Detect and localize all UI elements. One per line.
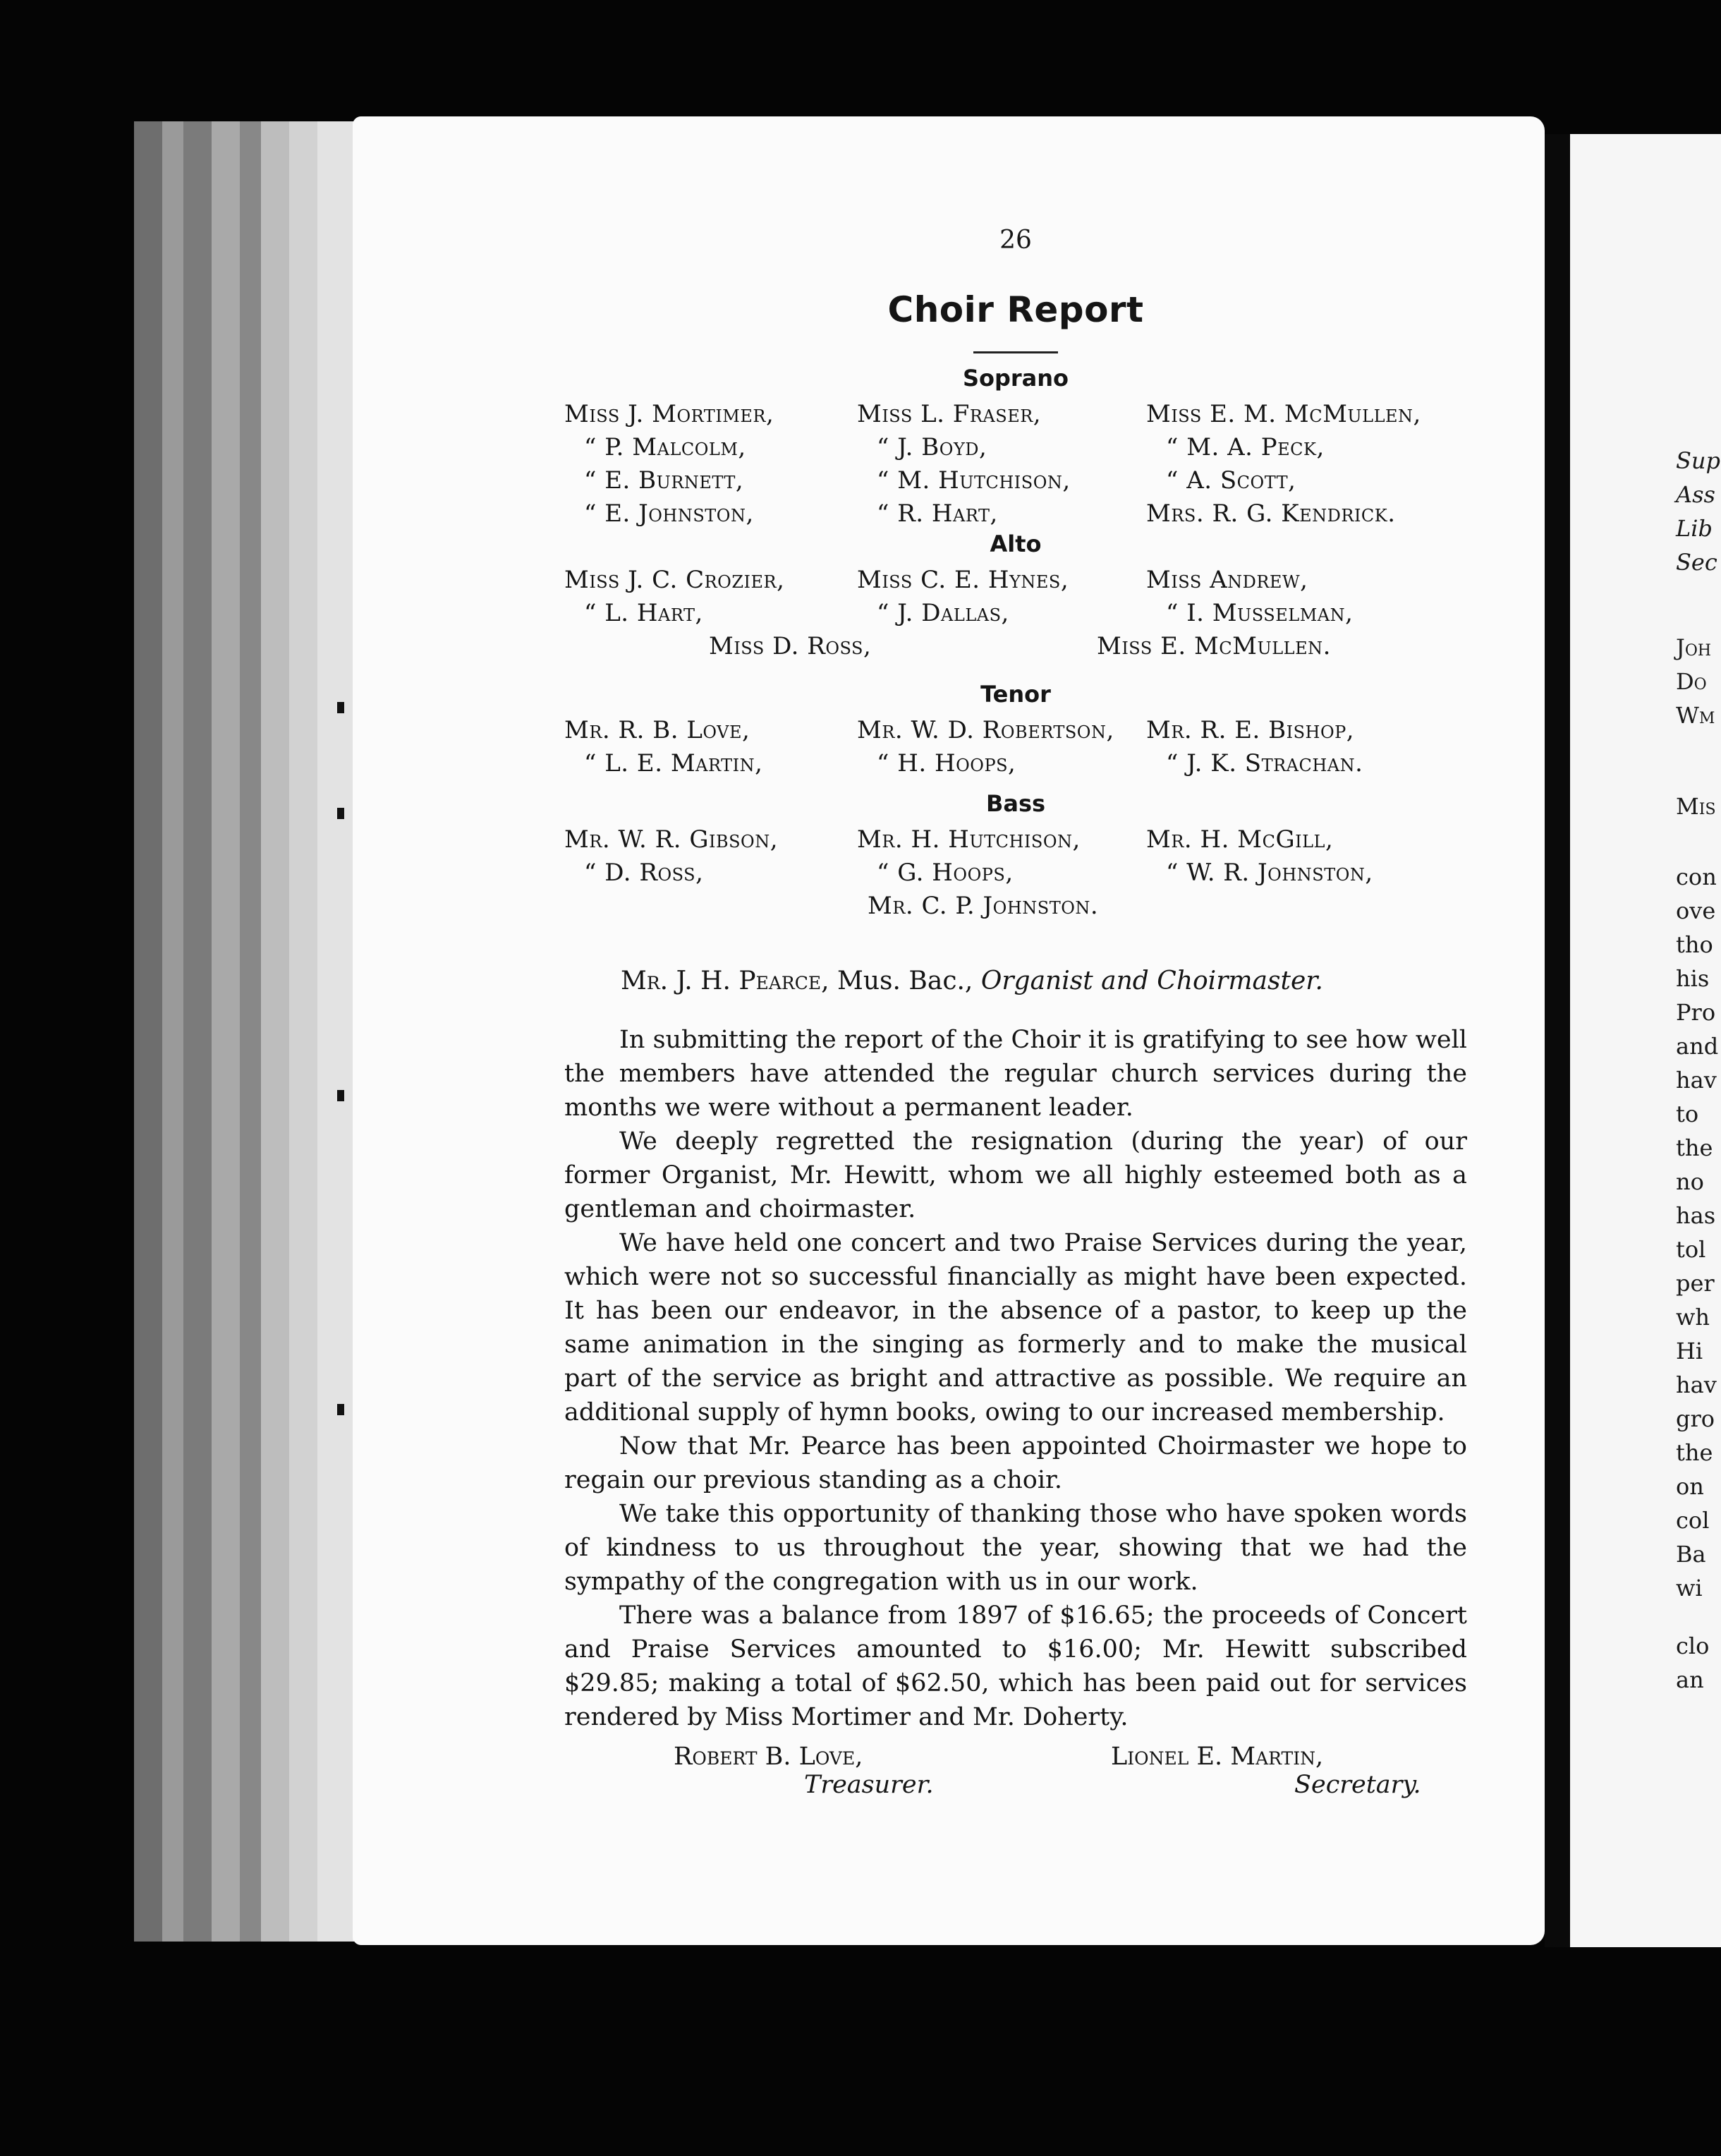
- facing-page: [1570, 134, 1721, 1947]
- facing-italic-fragment: Lib: [1676, 515, 1713, 542]
- member-name: “ G. Hoops,: [877, 859, 1014, 887]
- member-name: “ L. Hart,: [584, 599, 703, 627]
- signature-secretary: [1111, 1743, 1421, 1799]
- member-name: “ A. Scott,: [1166, 466, 1296, 495]
- facing-text-fragment: hav: [1676, 1371, 1717, 1398]
- section-heading-tenor: Tenor: [980, 681, 1051, 708]
- book-gutter: [1545, 134, 1570, 1947]
- member-name: “ M. A. Peck,: [1166, 433, 1325, 461]
- facing-text-fragment: the: [1676, 1134, 1713, 1161]
- member-name: Miss J. Mortimer,: [564, 400, 774, 428]
- signature-name: Robert B. Love,: [674, 1743, 863, 1771]
- member-name: Mrs. R. G. Kendrick.: [1146, 499, 1396, 528]
- member-name: “ W. R. Johnston,: [1166, 859, 1373, 887]
- organist-line: [621, 967, 1323, 995]
- report-paragraph: In submitting the report of the Choir it is gratifying to see how well the members have attended the regular church services during the months we were without a permanent leader.: [564, 1026, 1467, 1122]
- report-paragraph: We deeply regretted the resignation (during the year) of our former Organist, Mr. Hewitt, whom we all highly esteemed both as a gentleman and choirmaster.: [564, 1127, 1467, 1223]
- section-heading-bass: Bass: [985, 790, 1046, 817]
- title-rule: [973, 351, 1058, 353]
- section-heading-soprano: Soprano: [962, 365, 1069, 392]
- member-name: Mr. C. P. Johnston.: [868, 892, 1099, 920]
- member-name: Mr. R. B. Love,: [564, 716, 750, 744]
- facing-text-fragment: hav: [1676, 1067, 1717, 1094]
- binding-mark: [337, 808, 344, 819]
- facing-text-fragment: an: [1676, 1666, 1704, 1693]
- member-name: Mr. R. E. Bishop,: [1146, 716, 1355, 744]
- member-name: “ L. E. Martin,: [584, 749, 763, 777]
- facing-name-fragment: Do: [1676, 668, 1707, 695]
- member-name: Mr. W. D. Robertson,: [857, 716, 1114, 744]
- report-paragraph: We have held one concert and two Praise Services during the year, which were not so successful financially as might have been expected. It has been our endeavor, in the absence of a pastor, to keep up the same animation in the singing as formerly and to make the musical part of the service as bright and attractive as possible. We require an additional supply of hymn books, owing to our increased membership.: [564, 1229, 1467, 1427]
- member-name: Miss E. McMullen.: [1097, 632, 1331, 660]
- signature-name: Lionel E. Martin,: [1111, 1743, 1324, 1771]
- member-name: “ H. Hoops,: [877, 749, 1016, 777]
- member-name: “ M. Hutchison,: [877, 466, 1071, 495]
- report-title: Choir Report: [887, 289, 1144, 330]
- member-name: Miss J. C. Crozier,: [564, 566, 785, 594]
- member-name: “ R. Hart,: [877, 499, 998, 528]
- organist-name: Mr. J. H. Pearce: [621, 967, 822, 995]
- page-stack: [134, 121, 374, 1942]
- facing-name-fragment: Wm: [1676, 702, 1715, 729]
- facing-text-fragment: wi: [1676, 1575, 1703, 1601]
- facing-italic-fragment: Sec: [1676, 549, 1717, 576]
- facing-text-fragment: clo: [1676, 1633, 1710, 1659]
- facing-italic-fragment: Ass: [1676, 481, 1715, 508]
- binding-mark: [337, 702, 344, 713]
- section-heading-alto: Alto: [990, 531, 1042, 557]
- facing-text-fragment: the: [1676, 1439, 1713, 1466]
- report-body: [564, 1023, 1467, 1734]
- facing-text-fragment: ove: [1676, 897, 1716, 924]
- facing-text-fragment: tol: [1676, 1236, 1706, 1263]
- member-name: “ J. Dallas,: [877, 599, 1009, 627]
- facing-italic-fragment: Sup: [1676, 447, 1721, 474]
- member-name: “ I. Musselman,: [1166, 599, 1354, 627]
- member-name: “ D. Ross,: [584, 859, 704, 887]
- facing-text-fragment: col: [1676, 1507, 1710, 1534]
- facing-text-fragment: Hi: [1676, 1338, 1703, 1364]
- facing-miss-fragment: Mis: [1676, 793, 1716, 820]
- member-name: Mr. H. McGill,: [1146, 825, 1334, 854]
- facing-text-fragment: his: [1676, 965, 1710, 992]
- member-name: “ E. Burnett,: [584, 466, 744, 495]
- member-name: Miss L. Fraser,: [857, 400, 1042, 428]
- binding-mark: [337, 1404, 344, 1415]
- signature-treasurer: [674, 1743, 934, 1799]
- report-paragraph: We take this opportunity of thanking those who have spoken words of kindness to us throughout the year, showing that we had the sympathy of the congregation with us in our work.: [564, 1500, 1467, 1596]
- facing-text-fragment: and: [1676, 1033, 1719, 1060]
- facing-text-fragment: on: [1676, 1473, 1704, 1500]
- facing-text-fragment: has: [1676, 1202, 1716, 1229]
- member-name: Mr. H. Hutchison,: [857, 825, 1081, 854]
- binding-mark: [337, 1090, 344, 1101]
- report-paragraph: There was a balance from 1897 of $16.65; the proceeds of Concert and Praise Services amounted to $16.00; Mr. Hewitt subscribed $29.85; making a total of $62.50, which has been paid out for services rendered by Miss Mortimer and Mr. Doherty.: [564, 1601, 1467, 1731]
- member-name: Miss E. M. McMullen,: [1146, 400, 1421, 428]
- member-name: “ J. Boyd,: [877, 433, 987, 461]
- signature-role: Secretary.: [1294, 1771, 1421, 1799]
- facing-text-fragment: no: [1676, 1168, 1704, 1195]
- facing-text-fragment: wh: [1676, 1304, 1710, 1331]
- facing-text-fragment: Ba: [1676, 1541, 1706, 1568]
- member-name: “ J. K. Strachan.: [1166, 749, 1363, 777]
- member-name: Mr. W. R. Gibson,: [564, 825, 779, 854]
- facing-text-fragment: con: [1676, 864, 1717, 890]
- signature-role: Treasurer.: [804, 1771, 934, 1799]
- facing-text-fragment: Pro: [1676, 999, 1716, 1026]
- facing-text-fragment: tho: [1676, 931, 1713, 958]
- member-name: Miss Andrew,: [1146, 566, 1308, 594]
- member-name: “ P. Malcolm,: [584, 433, 746, 461]
- page-number: 26: [999, 226, 1032, 255]
- facing-text-fragment: gro: [1676, 1405, 1715, 1432]
- organist-role: Organist and Choirmaster.: [980, 967, 1323, 995]
- facing-name-fragment: Joh: [1676, 634, 1712, 661]
- member-name: Miss D. Ross,: [709, 632, 872, 660]
- facing-text-fragment: per: [1676, 1270, 1715, 1297]
- organist-degree: , Mus. Bac.,: [821, 967, 981, 995]
- report-paragraph: Now that Mr. Pearce has been appointed Choirmaster we hope to regain our previous standing as a choir.: [564, 1432, 1467, 1494]
- member-name: Miss C. E. Hynes,: [857, 566, 1069, 594]
- member-name: “ E. Johnston,: [584, 499, 754, 528]
- facing-text-fragment: to: [1676, 1101, 1699, 1127]
